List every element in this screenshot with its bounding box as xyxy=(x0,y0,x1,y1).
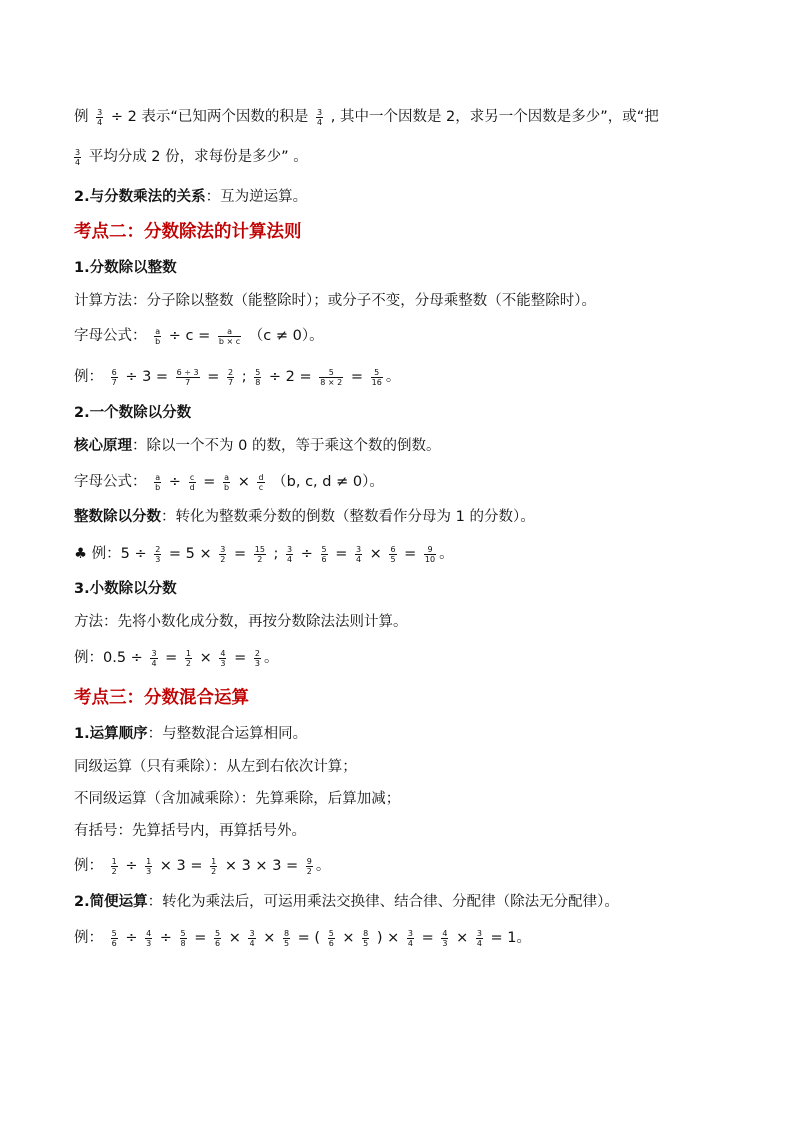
text: ÷ c = xyxy=(168,328,211,344)
text: ：转化为乘法后，可运用乘法交换律、结合律、分配律（除法无分配律）。 xyxy=(147,894,619,910)
simplified-calc-line xyxy=(74,891,619,913)
bold-label: 2.简便运算 xyxy=(74,894,148,910)
fraction: $\frac{6}{5}$ xyxy=(390,544,396,564)
text: ÷ 2 = xyxy=(268,369,312,385)
example-line-7 xyxy=(74,927,531,949)
text: × xyxy=(237,474,250,490)
formula-line-1 xyxy=(74,325,324,347)
fraction: $\frac{c}{d}$ xyxy=(189,472,195,492)
text: = xyxy=(421,930,434,946)
text: 例： xyxy=(74,369,103,385)
text: ♣ 例：5 ÷ xyxy=(74,546,147,562)
fraction: $\frac{5}{6}$ xyxy=(321,544,327,564)
text: 例： xyxy=(74,930,103,946)
fraction: $\frac{3}{4}$ xyxy=(75,147,81,167)
text: 字母公式： xyxy=(74,474,147,490)
text: ; xyxy=(241,369,247,385)
fraction: $\frac{a}{b \times c}$ xyxy=(218,326,241,346)
text: × xyxy=(263,930,276,946)
text: 平均分成 2 份，求每份是多少” 。 xyxy=(88,149,308,165)
fraction: $\frac{2}{3}$ xyxy=(155,544,161,564)
brackets-line: 有括号：先算括号内，再算括号外。 xyxy=(74,823,306,839)
text: = xyxy=(207,369,220,385)
relation-line xyxy=(74,186,307,208)
text: = xyxy=(194,930,207,946)
text: 。 xyxy=(385,369,401,385)
fraction: $\frac{2}{3}$ xyxy=(254,648,260,668)
text: 字母公式： xyxy=(74,328,147,344)
fraction: $\frac{1}{2}$ xyxy=(185,648,191,668)
fraction: $\frac{5}{8}$ xyxy=(255,367,261,387)
example-line-5 xyxy=(74,647,278,669)
example-line-1 xyxy=(74,106,659,128)
text: × xyxy=(199,650,212,666)
bold-label: 1.运算顺序 xyxy=(74,726,148,742)
fraction: $\frac{6}{7}$ xyxy=(111,367,117,387)
method-line: 计算方法：分子除以整数（能整除时）；或分子不变，分母乘整数（不能整除时）。 xyxy=(74,293,596,309)
operation-order-line xyxy=(74,723,307,745)
decimal-method-line: 方法：先将小数化成分数，再按分数除法法则计算。 xyxy=(74,614,408,630)
text: 例： xyxy=(74,858,103,874)
text: ：除以一个不为 0 的数，等于乘这个数的倒数。 xyxy=(132,438,441,454)
bold-label: 核心原理 xyxy=(74,438,132,454)
text: 例 xyxy=(74,109,89,125)
fraction: $\frac{3}{2}$ xyxy=(220,544,226,564)
text: × xyxy=(456,930,469,946)
text: × xyxy=(342,930,355,946)
fraction: $\frac{4}{3}$ xyxy=(220,648,226,668)
text: = 5 × xyxy=(168,546,212,562)
fraction: $\frac{8}{5}$ xyxy=(363,928,369,948)
text: 。 xyxy=(263,650,279,666)
fraction: $\frac{3}{4}$ xyxy=(97,107,103,127)
text: ：转化为整数乘分数的倒数（整数看作分母为 1 的分数）。 xyxy=(161,509,535,525)
text: 例：0.5 ÷ xyxy=(74,650,143,666)
fraction: $\frac{15}{2}$ xyxy=(254,544,265,564)
fraction: $\frac{9}{2}$ xyxy=(306,856,312,876)
fraction: $\frac{4}{3}$ xyxy=(442,928,448,948)
text: ÷ xyxy=(168,474,181,490)
text: × xyxy=(369,546,382,562)
fraction: $\frac{5}{8 \times 2}$ xyxy=(320,367,343,387)
text: ：与整数混合运算相同。 xyxy=(147,726,308,742)
formula-line-2 xyxy=(74,471,384,493)
text: ÷ xyxy=(300,546,313,562)
subheading-number-divided-by-fraction: 2.一个数除以分数 xyxy=(74,405,192,421)
text: × xyxy=(228,930,241,946)
example-line-4 xyxy=(74,543,454,565)
text: , 其中一个因数是 2，求另一个因数是多少”，或“把 xyxy=(330,109,659,125)
same-level-line: 同级运算（只有乘除）：从左到右依次计算； xyxy=(74,759,357,775)
fraction: $\frac{3}{4}$ xyxy=(317,107,323,127)
text: = 1。 xyxy=(490,930,532,946)
text: = xyxy=(203,474,216,490)
text: × 3 × 3 = xyxy=(224,858,299,874)
text: 。 xyxy=(315,858,331,874)
text: = xyxy=(350,369,364,385)
text: ÷ xyxy=(125,930,138,946)
fraction: $\frac{4}{3}$ xyxy=(146,928,152,948)
fraction: $\frac{3}{4}$ xyxy=(151,648,157,668)
fraction: $\frac{1}{3}$ xyxy=(146,856,152,876)
text: （c ≠ 0）。 xyxy=(248,328,324,344)
fraction: $\frac{5}{6}$ xyxy=(328,928,334,948)
text: = ( xyxy=(297,930,321,946)
example-line-3 xyxy=(74,366,400,388)
fraction: $\frac{3}{4}$ xyxy=(355,544,362,564)
bold-label: 2.与分数乘法的关系 xyxy=(74,189,206,205)
text: = xyxy=(233,546,247,562)
fraction: $\frac{3}{4}$ xyxy=(476,928,482,948)
text: ÷ xyxy=(159,930,172,946)
text: × 3 = xyxy=(159,858,203,874)
subheading-decimal-divided-by-fraction: 3.小数除以分数 xyxy=(74,581,177,597)
fraction: $\frac{5}{16}$ xyxy=(371,367,382,387)
text: 。 xyxy=(439,546,454,562)
text: ÷ 2 表示“已知两个因数的积是 xyxy=(110,109,309,125)
section-heading-3: 考点三：分数混合运算 xyxy=(74,688,249,708)
subheading-fraction-divided-by-integer: 1.分数除以整数 xyxy=(74,260,177,276)
fraction: $\frac{a}{b}$ xyxy=(155,326,161,346)
example-line-2 xyxy=(74,146,308,168)
fraction: $\frac{1}{2}$ xyxy=(111,856,117,876)
integer-divided-by-fraction-line xyxy=(74,506,535,528)
fraction: $\frac{3}{4}$ xyxy=(407,928,413,948)
text: ÷ 3 = xyxy=(125,369,169,385)
text: = xyxy=(165,650,178,666)
fraction: $\frac{3}{4}$ xyxy=(287,544,293,564)
fraction: $\frac{3}{4}$ xyxy=(249,928,255,948)
example-line-6 xyxy=(74,855,330,877)
core-principle-line xyxy=(74,435,440,457)
fraction: $\frac{a}{b}$ xyxy=(155,472,161,492)
fraction: $\frac{5}{6}$ xyxy=(215,928,221,948)
section-heading-2: 考点二：分数除法的计算法则 xyxy=(74,222,302,242)
text: = xyxy=(234,650,247,666)
fraction: $\frac{2}{7}$ xyxy=(228,367,234,387)
text: ：互为逆运算。 xyxy=(205,189,308,205)
fraction: $\frac{5}{6}$ xyxy=(111,928,117,948)
different-level-line: 不同级运算（含加减乘除）：先算乘除，后算加减； xyxy=(74,791,401,807)
text: （b, c, d ≠ 0）。 xyxy=(272,474,384,490)
fraction: $\frac{d}{c}$ xyxy=(258,472,264,492)
text: ÷ xyxy=(125,858,138,874)
fraction: $\frac{8}{5}$ xyxy=(283,928,290,948)
fraction: $\frac{a}{b}$ xyxy=(224,472,230,492)
text: = xyxy=(335,546,348,562)
fraction: $\frac{1}{2}$ xyxy=(211,856,217,876)
fraction: $\frac{5}{8}$ xyxy=(180,928,186,948)
fraction: $\frac{9}{10}$ xyxy=(424,544,436,564)
bold-label: 整数除以分数 xyxy=(74,509,161,525)
text: ) × xyxy=(376,930,400,946)
text: ; xyxy=(273,546,279,562)
fraction: $\frac{6 \div 3}{7}$ xyxy=(176,367,199,387)
text: = xyxy=(404,546,417,562)
